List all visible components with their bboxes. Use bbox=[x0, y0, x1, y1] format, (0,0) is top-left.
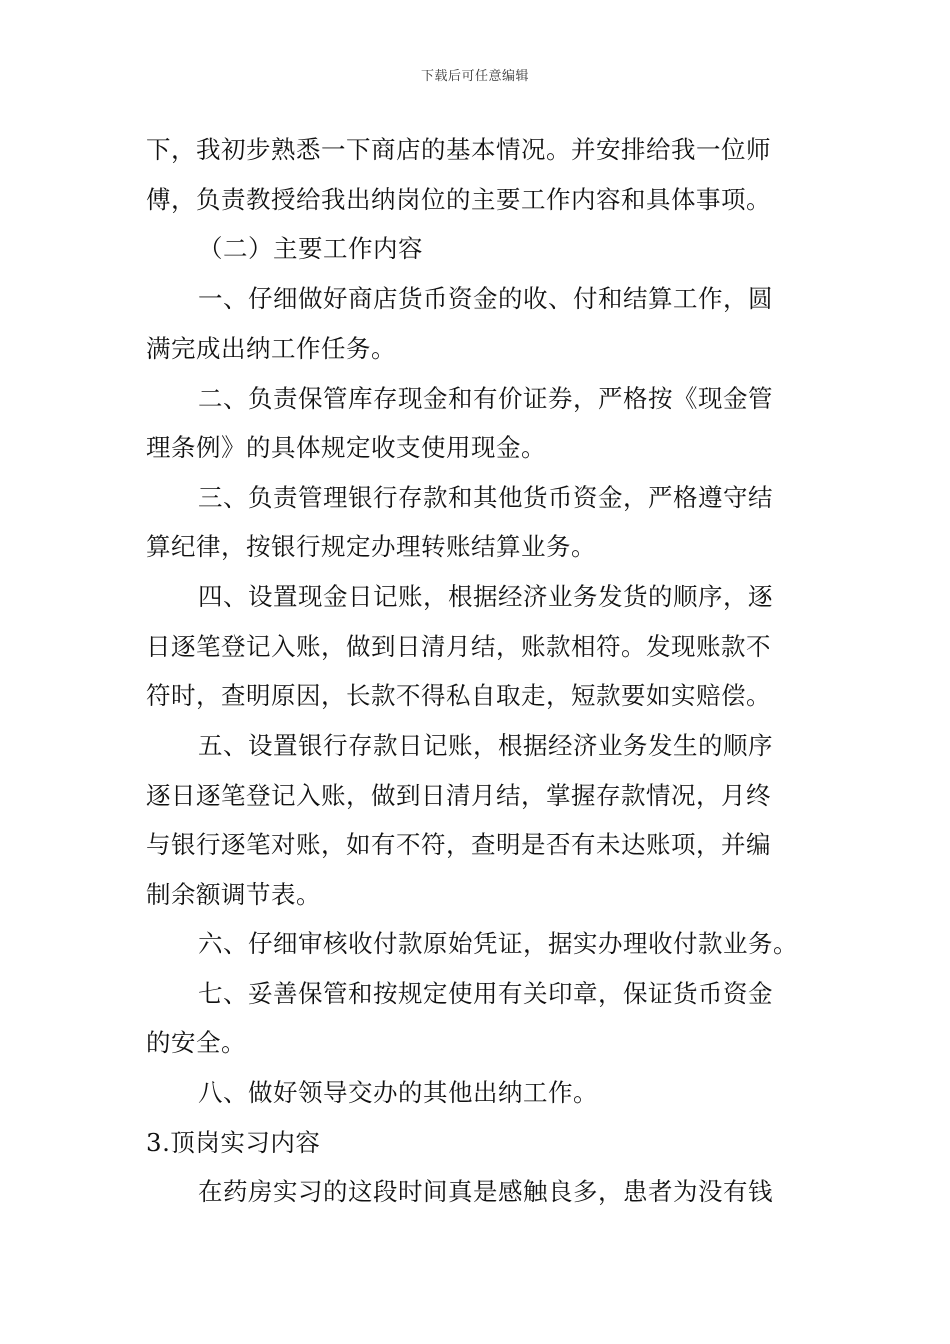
text-line: 满完成出纳工作任务。 bbox=[146, 334, 396, 363]
text-line: 下，我初步熟悉一下商店的基本情况。并安排给我一位师 bbox=[146, 135, 771, 164]
text-line: 三、负责管理银行存款和其他货币资金，严格遵守结 bbox=[198, 483, 773, 512]
text-line: 日逐笔登记入账，做到日清月结，账款相符。发现账款不 bbox=[146, 632, 771, 661]
text-line: 一、仔细做好商店货币资金的收、付和结算工作，圆 bbox=[198, 284, 773, 313]
text-line: 七、妥善保管和按规定使用有关印章，保证货币资金 bbox=[198, 979, 773, 1008]
text-line: 理条例》的具体规定收支使用现金。 bbox=[146, 433, 546, 462]
text-line: 符时，查明原因，长款不得私自取走，短款要如实赔偿。 bbox=[146, 681, 771, 710]
text-line: 的安全。 bbox=[146, 1028, 246, 1057]
text-line: 在药房实习的这段时间真是感触良多，患者为没有钱 bbox=[198, 1177, 773, 1206]
text-line: 制余额调节表。 bbox=[146, 880, 321, 909]
text-line: 二、负责保管库存现金和有价证券，严格按《现金管 bbox=[198, 384, 773, 413]
text-line: 算纪律，按银行规定办理转账结算业务。 bbox=[146, 532, 596, 561]
text-line: 傅，负责教授给我出纳岗位的主要工作内容和具体事项。 bbox=[146, 185, 771, 214]
text-line: 四、设置现金日记账，根据经济业务发货的顺序，逐 bbox=[198, 582, 773, 611]
text-line: 与银行逐笔对账，如有不符，查明是否有未达账项，并编 bbox=[146, 830, 771, 859]
page-header: 下载后可任意编辑 bbox=[420, 69, 529, 84]
text-line: 六、仔细审核收付款原始凭证，据实办理收付款业务。 bbox=[198, 929, 798, 958]
text-line: 逐日逐笔登记入账，做到日清月结，掌握存款情况，月终 bbox=[146, 781, 771, 810]
section-heading: （二）主要工作内容 bbox=[198, 234, 423, 263]
section-heading: 3.顶岗实习内容 bbox=[146, 1128, 321, 1157]
text-line: 八、做好领导交办的其他出纳工作。 bbox=[198, 1078, 598, 1107]
text-line: 五、设置银行存款日记账，根据经济业务发生的顺序 bbox=[198, 731, 773, 760]
